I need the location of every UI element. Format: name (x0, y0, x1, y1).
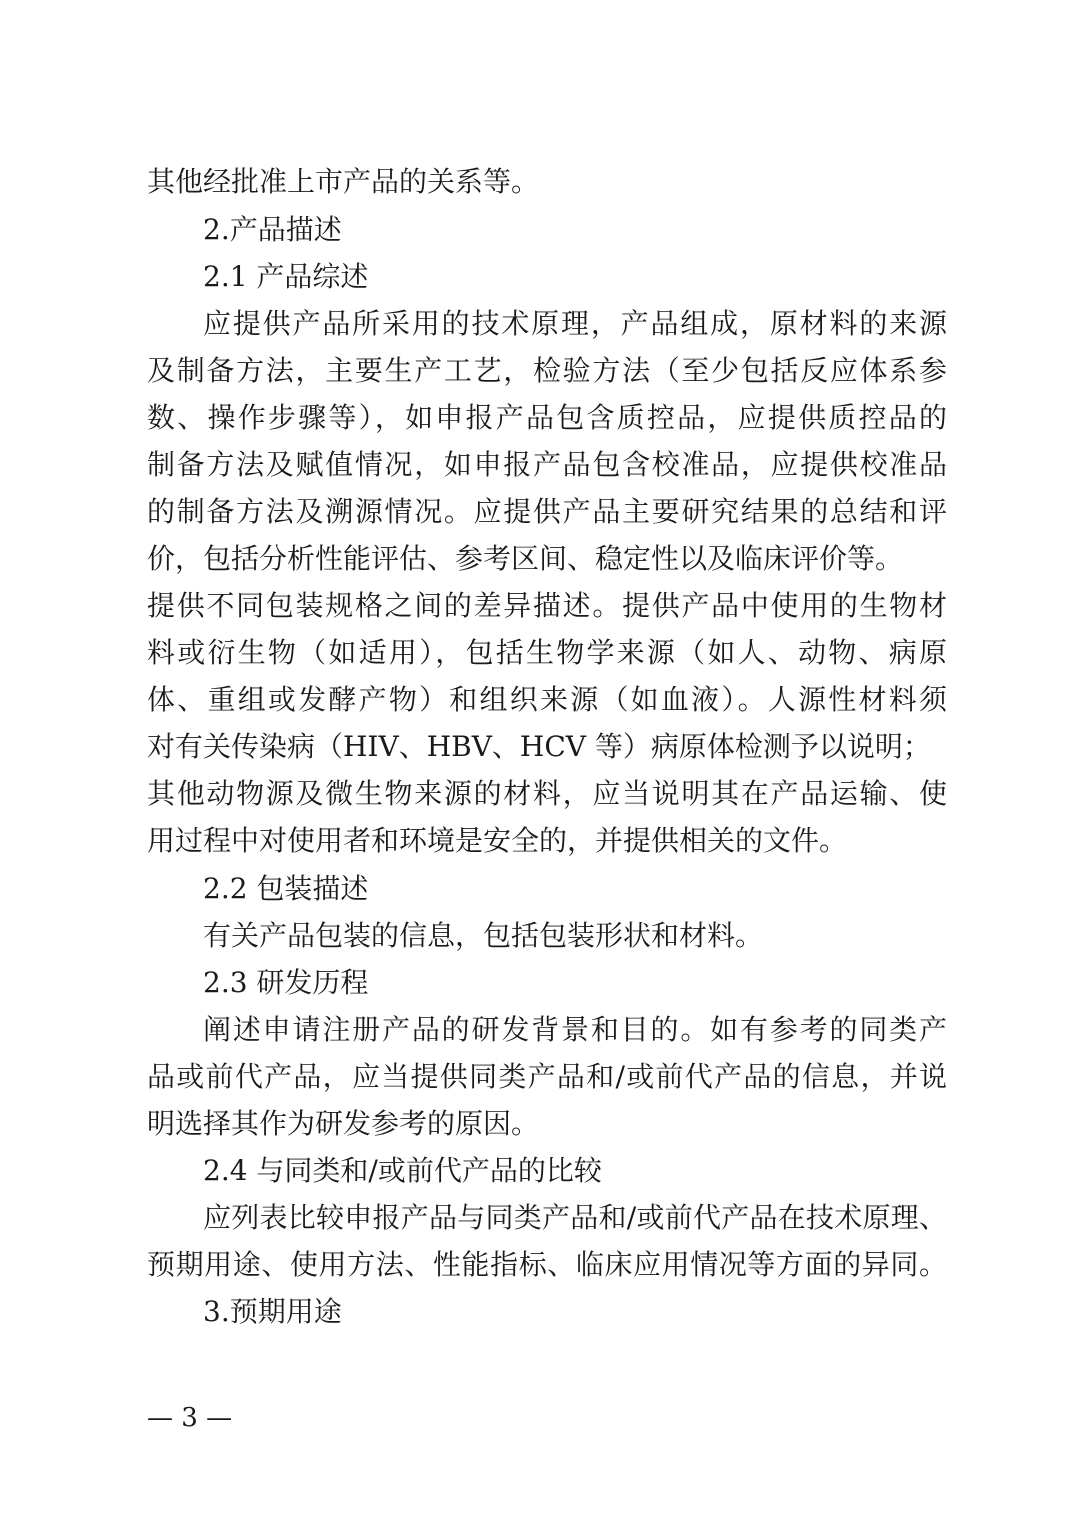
body-text-line: 预期用途、使用方法、性能指标、临床应用情况等方面的异同。 (147, 1248, 947, 1281)
body-text-line: 提供不同包装规格之间的差异描述。提供产品中使用的生物材 (147, 589, 947, 622)
body-text-line: 及制备方法，主要生产工艺，检验方法（至少包括反应体系参 (147, 354, 947, 387)
subsection-heading-packaging: 2.2 包装描述 (203, 872, 369, 905)
section-heading-intended-use: 3.预期用途 (203, 1295, 342, 1328)
body-text-line: 明选择其作为研发参考的原因。 (147, 1107, 540, 1140)
body-text-line: 的制备方法及溯源情况。应提供产品主要研究结果的总结和评 (147, 495, 947, 528)
body-text-line: 料或衍生物（如适用），包括生物学来源（如人、动物、病原 (147, 636, 947, 669)
body-text-line: 其他动物源及微生物来源的材料，应当说明其在产品运输、使 (147, 777, 947, 810)
subsection-heading-product-overview: 2.1 产品综述 (203, 260, 369, 293)
subsection-heading-comparison: 2.4 与同类和/或前代产品的比较 (203, 1154, 602, 1187)
body-text-line: 对有关传染病（HIV、HBV、HCV 等）病原体检测予以说明； (147, 730, 931, 763)
body-text-line: 应列表比较申报产品与同类产品和/或前代产品在技术原理、 (203, 1201, 947, 1234)
body-text-line: 价，包括分析性能评估、参考区间、稳定性以及临床评价等。 (147, 542, 904, 575)
body-text-line: 体、重组或发酵产物）和组织来源（如血液）。人源性材料须 (147, 683, 947, 716)
body-text-line: 其他经批准上市产品的关系等。 (147, 165, 540, 198)
body-text-line: 应提供产品所采用的技术原理，产品组成，原材料的来源 (203, 307, 947, 340)
subsection-heading-development-history: 2.3 研发历程 (203, 966, 369, 999)
body-text-line: 制备方法及赋值情况，如申报产品包含校准品，应提供校准品 (147, 448, 947, 481)
page-number: — 3 — (147, 1403, 233, 1433)
body-text-line: 有关产品包装的信息，包括包装形状和材料。 (203, 919, 764, 952)
body-text-line: 阐述申请注册产品的研发背景和目的。如有参考的同类产 (203, 1013, 947, 1046)
section-heading-product-description: 2.产品描述 (203, 213, 342, 246)
body-text-line: 品或前代产品，应当提供同类产品和/或前代产品的信息，并说 (147, 1060, 947, 1093)
body-text-line: 数、操作步骤等），如申报产品包含质控品，应提供质控品的 (147, 401, 947, 434)
body-text-line: 用过程中对使用者和环境是安全的，并提供相关的文件。 (147, 824, 848, 857)
